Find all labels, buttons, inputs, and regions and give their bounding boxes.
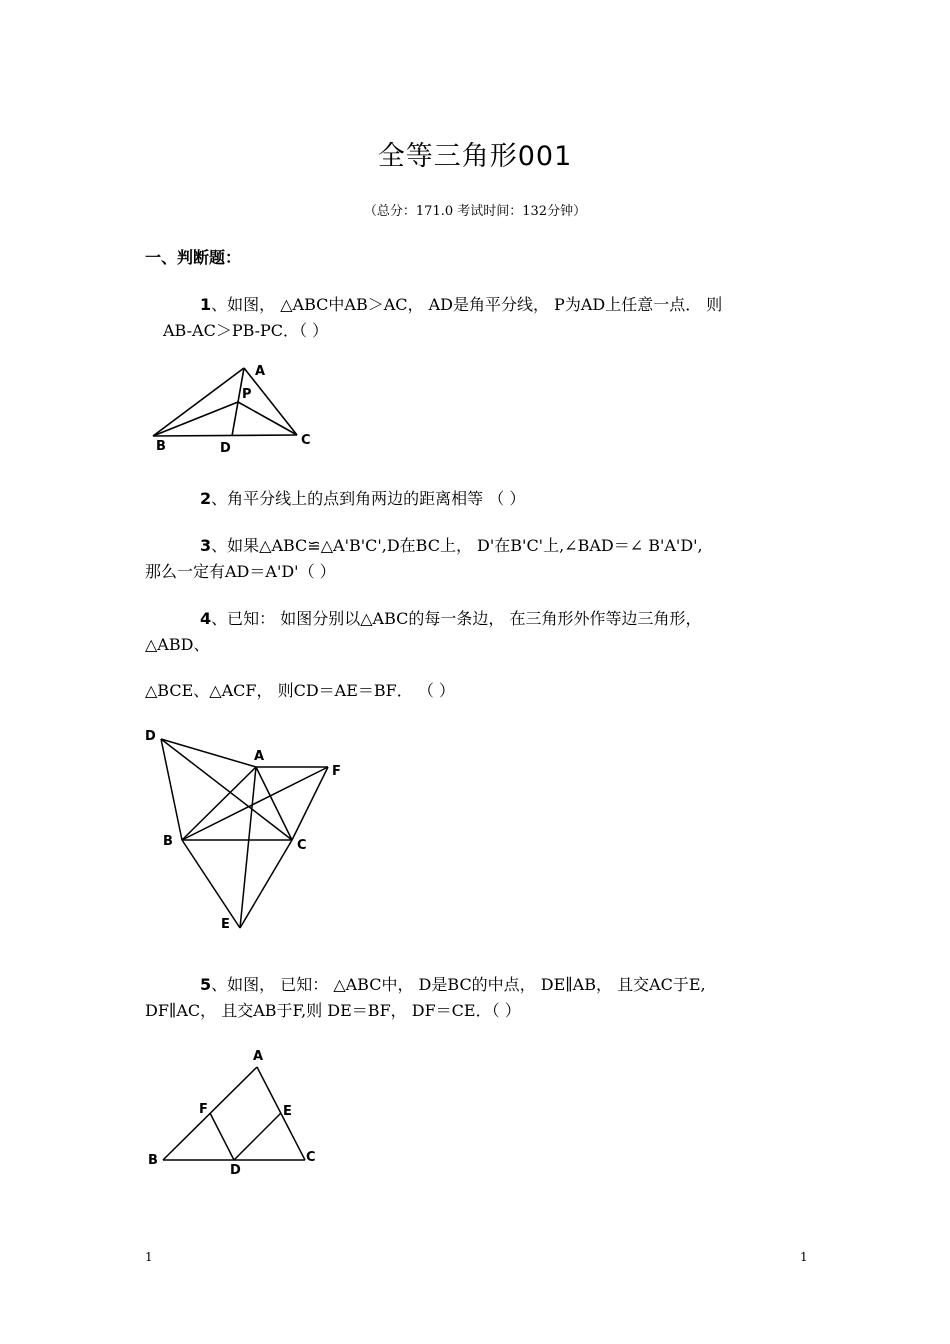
label-C: C bbox=[306, 1150, 316, 1165]
label-A: A bbox=[254, 749, 265, 764]
question-4-line-3: △BCE、△ACF， 则CD＝AE＝BF． （ ） bbox=[145, 681, 455, 700]
question-1-line-2: AB-AC＞PB-PC．（ ） bbox=[163, 321, 329, 340]
label-D: D bbox=[220, 441, 231, 456]
question-text: 、已知： 如图分别以△ABC的每一条边， 在三角形外作等边三角形， bbox=[211, 609, 702, 628]
label-C: C bbox=[301, 433, 311, 448]
question-3-line-1 bbox=[200, 533, 703, 559]
question-number: 4 bbox=[200, 609, 212, 628]
figure-4-triangles bbox=[140, 722, 360, 937]
question-text: 、角平分线上的点到角两边的距离相等 （ ） bbox=[211, 489, 526, 508]
label-B: B bbox=[163, 834, 173, 849]
section-heading: 一、判断题： bbox=[145, 248, 242, 267]
question-5-line-2: DF∥AC， 且交AB于F,则 DE＝BF， DF＝CE．（ ） bbox=[145, 1001, 521, 1020]
label-E: E bbox=[221, 917, 230, 932]
question-3-line-2: 那么一定有AD＝A'D'（ ） bbox=[145, 562, 336, 581]
question-text: 、如图， 已知： △ABC中， D是BC的中点， DE∥AB， 且交AC于E, bbox=[211, 975, 706, 994]
question-number: 1 bbox=[200, 295, 212, 314]
label-F: F bbox=[332, 764, 341, 779]
page-number-left: 1 bbox=[145, 1250, 153, 1264]
question-text: 、如图， △ABC中AB＞AC， AD是角平分线， P为AD上任意一点． 则 bbox=[211, 295, 723, 314]
page-title: 全等三角形001 bbox=[377, 141, 573, 172]
question-4-line-2: △ABD、 bbox=[145, 635, 210, 654]
figure-1-triangle bbox=[140, 360, 330, 460]
question-number: 5 bbox=[200, 975, 212, 994]
question-2 bbox=[200, 486, 525, 512]
exam-info: （总分：171.0 考试时间：132分钟） bbox=[363, 204, 587, 219]
question-text: 、如果△ABC≌△A'B'C',D在BC上， D'在B'C'上,∠BAD＝∠ B'A'D', bbox=[211, 536, 703, 555]
question-4-line-1 bbox=[200, 606, 701, 632]
label-B: B bbox=[156, 439, 166, 454]
label-A: A bbox=[255, 364, 266, 379]
label-P: P bbox=[242, 387, 252, 402]
question-5-line-1 bbox=[200, 972, 706, 998]
label-F: F bbox=[199, 1102, 208, 1117]
label-A: A bbox=[253, 1049, 264, 1064]
label-C: C bbox=[297, 838, 307, 853]
label-D: D bbox=[230, 1163, 241, 1178]
question-1-line-1 bbox=[200, 292, 722, 318]
page-number-right: 1 bbox=[800, 1250, 808, 1264]
label-B: B bbox=[148, 1153, 158, 1168]
label-D: D bbox=[145, 729, 156, 744]
question-number: 2 bbox=[200, 489, 212, 508]
question-number: 3 bbox=[200, 536, 212, 555]
label-E: E bbox=[283, 1104, 292, 1119]
figure-5-triangle bbox=[140, 1040, 330, 1180]
